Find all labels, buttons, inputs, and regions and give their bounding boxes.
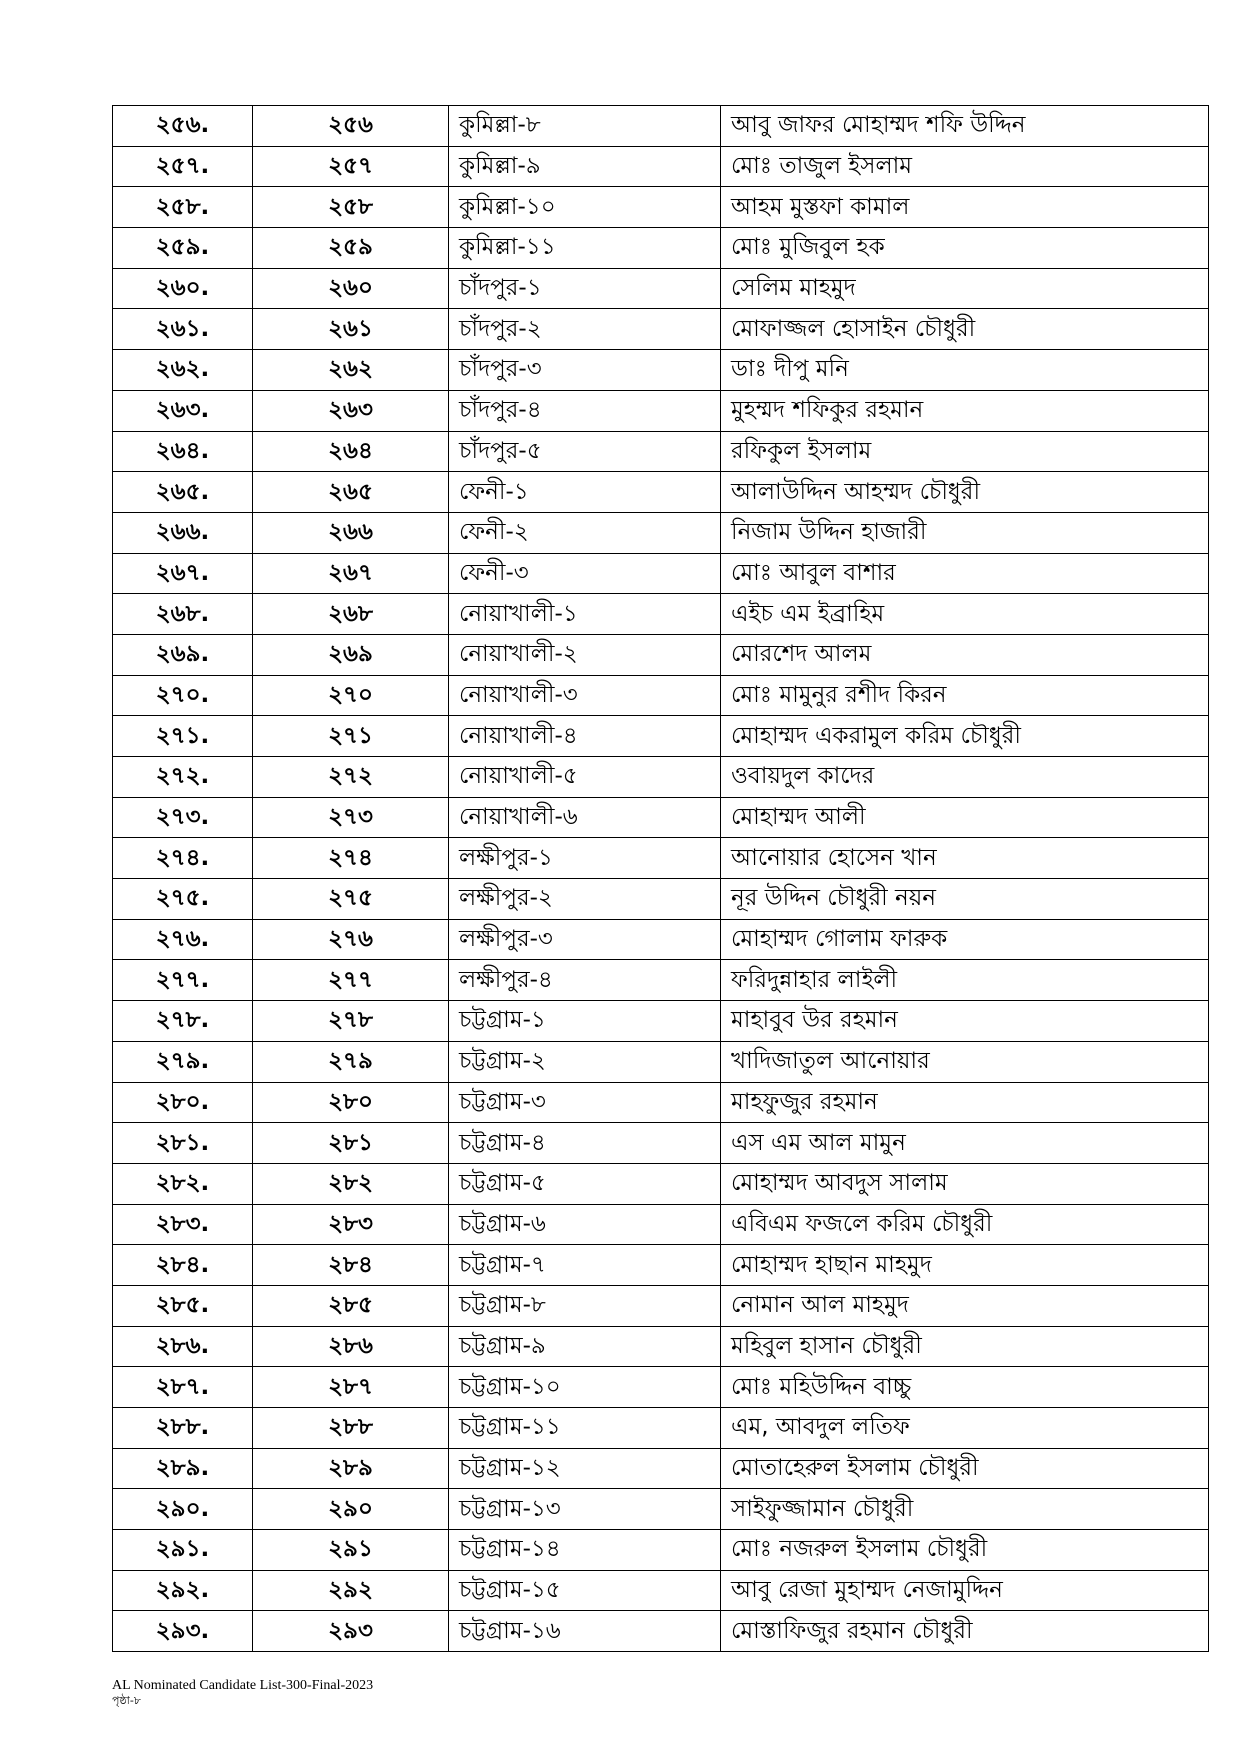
serial-number-cell: ২৭৩.	[113, 797, 253, 838]
constituency-cell: চাঁদপুর-৩	[449, 350, 721, 391]
constituency-cell: নোয়াখালী-৩	[449, 675, 721, 716]
table-row	[113, 838, 1209, 879]
table-row	[113, 187, 1209, 228]
serial-number-cell: ২৯২.	[113, 1570, 253, 1611]
candidate-name-cell: মোঃ আবুল বাশার	[721, 553, 1209, 594]
seat-number-cell: ২৫৮	[253, 187, 449, 228]
candidate-name-cell: সাইফুজ্জামান চৌধুরী	[721, 1489, 1209, 1530]
table-row	[113, 1082, 1209, 1123]
seat-number-cell: ২৭৭	[253, 960, 449, 1001]
serial-number-cell: ২৮৮.	[113, 1408, 253, 1449]
candidate-name-cell: আহম মুস্তফা কামাল	[721, 187, 1209, 228]
serial-number-cell: ২৭৯.	[113, 1041, 253, 1082]
table-row	[113, 1245, 1209, 1286]
candidate-name-cell: এবিএম ফজলে করিম চৌধুরী	[721, 1204, 1209, 1245]
table-row	[113, 960, 1209, 1001]
seat-number-cell: ২৮৮	[253, 1408, 449, 1449]
seat-number-cell: ২৫৯	[253, 228, 449, 269]
seat-number-cell: ২৭৪	[253, 838, 449, 879]
seat-number-cell: ২৬০	[253, 268, 449, 309]
serial-number-cell: ২৮৯.	[113, 1448, 253, 1489]
table-row	[113, 309, 1209, 350]
table-row	[113, 879, 1209, 920]
candidate-name-cell: আনোয়ার হোসেন খান	[721, 838, 1209, 879]
candidate-name-cell: ফরিদুন্নাহার লাইলী	[721, 960, 1209, 1001]
constituency-cell: চট্টগ্রাম-৭	[449, 1245, 721, 1286]
constituency-cell: চাঁদপুর-৪	[449, 390, 721, 431]
candidate-name-cell: মোঃ তাজুল ইসলাম	[721, 146, 1209, 187]
constituency-cell: চাঁদপুর-৫	[449, 431, 721, 472]
candidate-name-cell: নিজাম উদ্দিন হাজারী	[721, 512, 1209, 553]
constituency-cell: চট্টগ্রাম-২	[449, 1041, 721, 1082]
serial-number-cell: ২৬৮.	[113, 594, 253, 635]
table-row	[113, 1448, 1209, 1489]
serial-number-cell: ২৮৬.	[113, 1326, 253, 1367]
serial-number-cell: ২৮০.	[113, 1082, 253, 1123]
table-row	[113, 634, 1209, 675]
candidate-name-cell: মোঃ মুজিবুল হক	[721, 228, 1209, 269]
seat-number-cell: ২৮৩	[253, 1204, 449, 1245]
seat-number-cell: ২৬৩	[253, 390, 449, 431]
seat-number-cell: ২৭০	[253, 675, 449, 716]
candidate-name-cell: খাদিজাতুল আনোয়ার	[721, 1041, 1209, 1082]
serial-number-cell: ২৮৩.	[113, 1204, 253, 1245]
constituency-cell: লক্ষীপুর-১	[449, 838, 721, 879]
candidate-name-cell: মোহাম্মদ আবদুস সালাম	[721, 1163, 1209, 1204]
serial-number-cell: ২৬৬.	[113, 512, 253, 553]
constituency-cell: চট্টগ্রাম-৩	[449, 1082, 721, 1123]
constituency-cell: চট্টগ্রাম-১৫	[449, 1570, 721, 1611]
table-row	[113, 1570, 1209, 1611]
serial-number-cell: ২৫৬.	[113, 106, 253, 147]
constituency-cell: চট্টগ্রাম-৯	[449, 1326, 721, 1367]
candidate-name-cell: এইচ এম ইব্রাহিম	[721, 594, 1209, 635]
seat-number-cell: ২৬৭	[253, 553, 449, 594]
candidate-name-cell: মোহাম্মদ একরামুল করিম চৌধুরী	[721, 716, 1209, 757]
table-row	[113, 675, 1209, 716]
seat-number-cell: ২৯৩	[253, 1611, 449, 1652]
candidate-table	[112, 105, 1209, 1652]
table-row	[113, 1530, 1209, 1571]
constituency-cell: নোয়াখালী-১	[449, 594, 721, 635]
seat-number-cell: ২৯০	[253, 1489, 449, 1530]
table-row	[113, 797, 1209, 838]
serial-number-cell: ২৭০.	[113, 675, 253, 716]
table-row	[113, 919, 1209, 960]
seat-number-cell: ২৮২	[253, 1163, 449, 1204]
table-row	[113, 1204, 1209, 1245]
candidate-name-cell: ওবায়দুল কাদের	[721, 757, 1209, 798]
seat-number-cell: ২৯১	[253, 1530, 449, 1571]
table-row	[113, 228, 1209, 269]
candidate-name-cell: আবু রেজা মুহাম্মদ নেজামুদ্দিন	[721, 1570, 1209, 1611]
seat-number-cell: ২৫৬	[253, 106, 449, 147]
constituency-cell: চট্টগ্রাম-১০	[449, 1367, 721, 1408]
seat-number-cell: ২৮০	[253, 1082, 449, 1123]
constituency-cell: চট্টগ্রাম-৮	[449, 1285, 721, 1326]
table-row	[113, 268, 1209, 309]
constituency-cell: লক্ষীপুর-৪	[449, 960, 721, 1001]
constituency-cell: ফেনী-২	[449, 512, 721, 553]
candidate-name-cell: মোঃ নজরুল ইসলাম চৌধুরী	[721, 1530, 1209, 1571]
serial-number-cell: ২৯১.	[113, 1530, 253, 1571]
serial-number-cell: ২৮১.	[113, 1123, 253, 1164]
constituency-cell: নোয়াখালী-৪	[449, 716, 721, 757]
serial-number-cell: ২৭৪.	[113, 838, 253, 879]
seat-number-cell: ২৮৭	[253, 1367, 449, 1408]
constituency-cell: চট্টগ্রাম-৫	[449, 1163, 721, 1204]
candidate-name-cell: মাহফুজুর রহমান	[721, 1082, 1209, 1123]
table-row	[113, 1123, 1209, 1164]
seat-number-cell: ২৮৯	[253, 1448, 449, 1489]
seat-number-cell: ২৯২	[253, 1570, 449, 1611]
constituency-cell: লক্ষীপুর-৩	[449, 919, 721, 960]
table-row	[113, 390, 1209, 431]
table-row	[113, 1163, 1209, 1204]
table-row	[113, 1611, 1209, 1652]
seat-number-cell: ২৭২	[253, 757, 449, 798]
serial-number-cell: ২৭৭.	[113, 960, 253, 1001]
candidate-name-cell: আবু জাফর মোহাম্মদ শফি উদ্দিন	[721, 106, 1209, 147]
candidate-name-cell: মোস্তাফিজুর রহমান চৌধুরী	[721, 1611, 1209, 1652]
serial-number-cell: ২৭১.	[113, 716, 253, 757]
constituency-cell: চট্টগ্রাম-১	[449, 1001, 721, 1042]
candidate-table-body	[113, 106, 1209, 1652]
seat-number-cell: ২৮১	[253, 1123, 449, 1164]
candidate-name-cell: মোফাজ্জল হোসাইন চৌধুরী	[721, 309, 1209, 350]
seat-number-cell: ২৬৬	[253, 512, 449, 553]
serial-number-cell: ২৬৩.	[113, 390, 253, 431]
table-row	[113, 1489, 1209, 1530]
candidate-name-cell: আলাউদ্দিন আহম্মদ চৌধুরী	[721, 472, 1209, 513]
table-row	[113, 146, 1209, 187]
constituency-cell: কুমিল্লা-১১	[449, 228, 721, 269]
seat-number-cell: ২৭৬	[253, 919, 449, 960]
seat-number-cell: ২৬১	[253, 309, 449, 350]
serial-number-cell: ২৭৬.	[113, 919, 253, 960]
table-row	[113, 350, 1209, 391]
serial-number-cell: ২৫৮.	[113, 187, 253, 228]
candidate-name-cell: মোহাম্মদ আলী	[721, 797, 1209, 838]
seat-number-cell: ২৬৪	[253, 431, 449, 472]
candidate-name-cell: মহিবুল হাসান চৌধুরী	[721, 1326, 1209, 1367]
table-row	[113, 106, 1209, 147]
constituency-cell: নোয়াখালী-৬	[449, 797, 721, 838]
constituency-cell: কুমিল্লা-৯	[449, 146, 721, 187]
table-row	[113, 553, 1209, 594]
candidate-name-cell: মুহম্মদ শফিকুর রহমান	[721, 390, 1209, 431]
serial-number-cell: ২৬২.	[113, 350, 253, 391]
candidate-name-cell: রফিকুল ইসলাম	[721, 431, 1209, 472]
candidate-name-cell: নূর উদ্দিন চৌধুরী নয়ন	[721, 879, 1209, 920]
serial-number-cell: ২৮২.	[113, 1163, 253, 1204]
seat-number-cell: ২৮৬	[253, 1326, 449, 1367]
table-row	[113, 1041, 1209, 1082]
candidate-name-cell: মোঃ মহিউদ্দিন বাচ্চু	[721, 1367, 1209, 1408]
constituency-cell: চট্টগ্রাম-১৬	[449, 1611, 721, 1652]
document-title: AL Nominated Candidate List-300-Final-2023	[112, 1678, 374, 1693]
table-row	[113, 757, 1209, 798]
candidate-name-cell: সেলিম মাহমুদ	[721, 268, 1209, 309]
serial-number-cell: ২৯০.	[113, 1489, 253, 1530]
page-footer	[112, 1678, 373, 1708]
constituency-cell: নোয়াখালী-২	[449, 634, 721, 675]
serial-number-cell: ২৭২.	[113, 757, 253, 798]
seat-number-cell: ২৫৭	[253, 146, 449, 187]
seat-number-cell: ২৭৯	[253, 1041, 449, 1082]
table-row	[113, 716, 1209, 757]
seat-number-cell: ২৬৫	[253, 472, 449, 513]
serial-number-cell: ২৭৮.	[113, 1001, 253, 1042]
candidate-name-cell: এম, আবদুল লতিফ	[721, 1408, 1209, 1449]
serial-number-cell: ২৬৭.	[113, 553, 253, 594]
serial-number-cell: ২৬০.	[113, 268, 253, 309]
serial-number-cell: ২৬৯.	[113, 634, 253, 675]
seat-number-cell: ২৬২	[253, 350, 449, 391]
constituency-cell: চাঁদপুর-১	[449, 268, 721, 309]
constituency-cell: চট্টগ্রাম-৬	[449, 1204, 721, 1245]
candidate-name-cell: ডাঃ দীপু মনি	[721, 350, 1209, 391]
serial-number-cell: ২৬১.	[113, 309, 253, 350]
serial-number-cell: ২৬৪.	[113, 431, 253, 472]
seat-number-cell: ২৭৫	[253, 879, 449, 920]
seat-number-cell: ২৬৯	[253, 634, 449, 675]
constituency-cell: চট্টগ্রাম-১৩	[449, 1489, 721, 1530]
table-row	[113, 594, 1209, 635]
constituency-cell: চট্টগ্রাম-১৪	[449, 1530, 721, 1571]
seat-number-cell: ২৭৮	[253, 1001, 449, 1042]
serial-number-cell: ২৫৭.	[113, 146, 253, 187]
serial-number-cell: ২৭৫.	[113, 879, 253, 920]
candidate-name-cell: মাহাবুব উর রহমান	[721, 1001, 1209, 1042]
table-row	[113, 1285, 1209, 1326]
candidate-name-cell: মোঃ মামুনুর রশীদ কিরন	[721, 675, 1209, 716]
constituency-cell: ফেনী-১	[449, 472, 721, 513]
candidate-name-cell: মোরশেদ আলম	[721, 634, 1209, 675]
table-row	[113, 472, 1209, 513]
table-row	[113, 512, 1209, 553]
candidate-name-cell: মোতাহেরুল ইসলাম চৌধুরী	[721, 1448, 1209, 1489]
constituency-cell: কুমিল্লা-৮	[449, 106, 721, 147]
table-row	[113, 1367, 1209, 1408]
seat-number-cell: ২৭১	[253, 716, 449, 757]
table-row	[113, 1001, 1209, 1042]
constituency-cell: নোয়াখালী-৫	[449, 757, 721, 798]
serial-number-cell: ২৮৭.	[113, 1367, 253, 1408]
candidate-name-cell: এস এম আল মামুন	[721, 1123, 1209, 1164]
seat-number-cell: ২৮৫	[253, 1285, 449, 1326]
seat-number-cell: ২৮৪	[253, 1245, 449, 1286]
table-row	[113, 431, 1209, 472]
constituency-cell: লক্ষীপুর-২	[449, 879, 721, 920]
serial-number-cell: ২৬৫.	[113, 472, 253, 513]
constituency-cell: চট্টগ্রাম-১২	[449, 1448, 721, 1489]
table-row	[113, 1408, 1209, 1449]
serial-number-cell: ২৮৪.	[113, 1245, 253, 1286]
constituency-cell: চট্টগ্রাম-৪	[449, 1123, 721, 1164]
candidate-name-cell: মোহাম্মদ গোলাম ফারুক	[721, 919, 1209, 960]
constituency-cell: চট্টগ্রাম-১১	[449, 1408, 721, 1449]
candidate-name-cell: নোমান আল মাহমুদ	[721, 1285, 1209, 1326]
candidate-name-cell: মোহাম্মদ হাছান মাহমুদ	[721, 1245, 1209, 1286]
serial-number-cell: ২৫৯.	[113, 228, 253, 269]
seat-number-cell: ২৭৩	[253, 797, 449, 838]
serial-number-cell: ২৯৩.	[113, 1611, 253, 1652]
constituency-cell: ফেনী-৩	[449, 553, 721, 594]
constituency-cell: চাঁদপুর-২	[449, 309, 721, 350]
constituency-cell: কুমিল্লা-১০	[449, 187, 721, 228]
serial-number-cell: ২৮৫.	[113, 1285, 253, 1326]
seat-number-cell: ২৬৮	[253, 594, 449, 635]
table-row	[113, 1326, 1209, 1367]
page-number: পৃষ্ঠা-৮	[112, 1694, 141, 1707]
